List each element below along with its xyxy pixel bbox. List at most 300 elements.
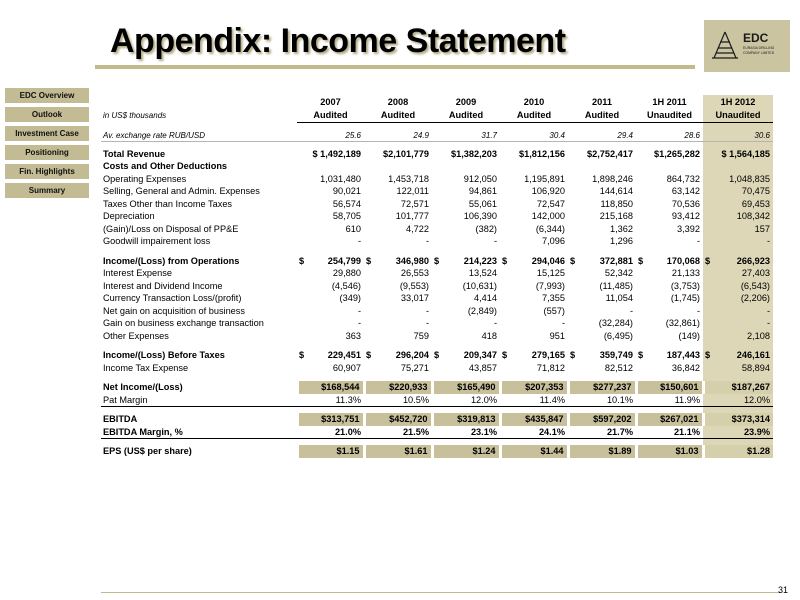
row-label: Taxes Other than Income Taxes [103,198,233,209]
value-cell: 11.4% [500,394,568,407]
value-cell: - [703,235,773,248]
section-label: Costs and Other Deductions [103,161,228,172]
value-cell: (32,861) [665,318,700,329]
nav-summary[interactable]: Summary [5,183,89,198]
spacer-cell [636,406,703,413]
value-cell: $1.28 [703,445,773,458]
value-cell: 157 [703,223,773,236]
value-cell: 759 [413,330,429,341]
value-cell: 11.9% [636,394,703,407]
table-row [101,362,773,375]
table-row [101,223,773,236]
value-cell: (4,546) [331,280,361,291]
value-cell: 21.1% [636,426,703,439]
value-cell [432,255,500,268]
value-cell: 1,898,246 [592,173,633,184]
fx-label: Av. exchange rate RUB/USD [103,130,205,140]
value-cell: 1,031,480 [320,173,361,184]
value-cell: 24.1% [500,426,568,439]
fx-value: 31.7 [481,130,497,140]
value-text: 209,347 [463,350,497,361]
dollar-sign: $ [502,350,508,361]
value-cell: $1.61 [364,445,432,458]
table-row [101,185,773,198]
value-cell: 23.9% [703,426,773,439]
value-text: 346,980 [395,255,429,266]
value-text: 187,443 [666,350,700,361]
dollar-sign: $ [299,255,305,266]
value-text: 246,161 [736,350,770,361]
value-cell: 21,133 [671,268,700,279]
value-cell: $313,751 [297,413,364,426]
spacer-cell [364,438,432,445]
value-cell: - [629,305,633,316]
value-cell: 363 [345,330,361,341]
value-cell: 12.0% [432,394,500,407]
units-label: in US$ thousands [103,111,167,120]
spacer-cell [636,374,703,381]
value-cell: 75,271 [400,362,429,373]
income-statement-table [101,95,773,458]
value-cell: $1.15 [297,445,364,458]
nav-outlook[interactable]: Outlook [5,107,89,122]
value-cell: 4,722 [406,223,429,234]
row-label: Selling, General and Admin. Expenses [103,186,260,197]
value-cell: (7,993) [535,280,565,291]
value-cell: (2,206) [703,292,773,305]
spacer-cell [364,160,432,173]
value-cell: $ 1,564,185 [703,148,773,161]
value-text: 279,165 [531,350,565,361]
spacer-cell [500,406,568,413]
value-cell: 7,096 [542,236,565,247]
dollar-sign: $ [366,350,372,361]
spacer-cell [703,248,773,255]
fx-value: 29.4 [617,130,633,140]
fx-value: 30.6 [703,129,773,142]
value-cell: 23.1% [432,426,500,439]
value-cell: $207,353 [500,381,568,394]
spacer-cell [703,438,773,445]
dollar-sign: $ [705,255,711,266]
value-cell: 1,453,718 [388,173,429,184]
value-cell: (2,849) [467,305,497,316]
fx-value: 28.6 [684,130,700,140]
value-text: 214,223 [463,255,497,266]
row-label: EBITDA [103,414,138,425]
spacer-cell [500,342,568,349]
value-cell: 33,017 [400,293,429,304]
value-text: 229,451 [327,350,361,361]
spacer-cell [297,342,364,349]
value-cell: 72,547 [536,198,565,209]
value-cell: (349) [339,293,361,304]
spacer-cell [101,342,297,349]
spacer-cell [568,374,636,381]
value-cell: - [561,318,565,329]
value-cell: $1.03 [636,445,703,458]
spacer-cell [636,160,703,173]
year-header: 2011 [592,97,612,107]
value-cell [297,255,364,268]
value-cell: 7,355 [542,293,565,304]
spacer-cell [101,438,297,445]
value-cell: $187,267 [703,381,773,394]
value-cell: 11.3% [297,394,364,407]
value-cell: 144,614 [599,186,633,197]
value-cell [297,349,364,362]
value-cell: 122,011 [396,186,429,197]
spacer-cell [364,406,432,413]
value-cell: (382) [475,223,497,234]
spacer-cell [636,248,703,255]
nav-fin-highlights[interactable]: Fin. Highlights [5,164,89,179]
row-label: Interest Expense [103,268,172,279]
value-cell: - [493,236,497,247]
spacer-cell [432,406,500,413]
spacer-cell [568,438,636,445]
fx-value: 30.4 [549,130,565,140]
year-header: 2008 [387,97,409,107]
derrick-icon [710,30,740,60]
value-cell: 912,050 [463,173,497,184]
value-cell: 10.1% [568,394,636,407]
table-row [101,413,773,426]
row-label: Interest and Dividend Income [103,280,223,291]
section-nav [5,88,89,202]
value-cell: 142,000 [531,211,565,222]
value-cell: 29,880 [332,268,361,279]
spacer-cell [703,160,773,173]
value-cell: 108,342 [703,210,773,223]
value-cell: 951 [549,330,565,341]
table-row [101,317,773,330]
value-cell: 36,842 [671,362,700,373]
value-cell [568,349,636,362]
fx-value: 25.6 [345,130,361,140]
value-cell: $267,021 [636,413,703,426]
row-label: Other Expenses [103,330,169,341]
value-text: 296,204 [395,350,429,361]
value-cell: - [703,305,773,318]
value-cell: 60,907 [332,362,361,373]
spacer-cell [364,248,432,255]
dollar-sign: $ [570,255,576,266]
value-cell: 82,512 [604,362,633,373]
row-label: EBITDA Margin, % [101,426,297,439]
spacer-cell [568,406,636,413]
spacer-cell [636,438,703,445]
row-label: EPS (US$ per share) [103,446,192,457]
value-text: 266,923 [736,255,770,266]
spacer-cell [568,160,636,173]
value-cell: (11,485) [599,280,633,291]
spacer-cell [101,374,297,381]
dollar-sign: $ [638,255,644,266]
table-row [101,394,773,407]
dollar-sign: $ [705,350,711,361]
value-cell: - [357,236,361,247]
year-header: 1H 2012 [703,95,773,109]
header-blank [101,95,297,109]
page-number: 31 [778,585,789,595]
spacer-cell [297,248,364,255]
row-label: Income Tax Expense [103,362,189,373]
value-cell: - [425,236,429,247]
table-row [101,235,773,248]
spacer-cell [568,122,636,129]
spacer-cell [101,122,297,129]
title-underline [95,65,695,69]
value-cell: 70,475 [703,185,773,198]
value-cell: $1.89 [568,445,636,458]
value-cell: - [493,318,497,329]
value-cell: 93,412 [671,211,700,222]
spacer-cell [703,342,773,349]
spacer-cell [500,122,568,129]
page-title: Appendix: Income Statement [110,22,566,60]
table-row [101,173,773,186]
value-text: 359,749 [599,350,633,361]
value-cell: 11,054 [605,293,633,304]
nav-edc-overview[interactable]: EDC Overview [5,88,89,103]
spacer-cell [101,406,297,413]
value-cell: $1,812,156 [519,148,565,159]
value-cell: 55,061 [468,198,497,209]
audit-status: Audited [432,109,500,122]
dollar-sign: $ [366,255,372,266]
spacer-cell [432,160,500,173]
company-logo [704,20,790,72]
value-cell: 90,021 [332,186,361,197]
value-cell: (149) [678,330,700,341]
spacer-cell [568,342,636,349]
value-cell: 2,108 [703,330,773,343]
value-cell: (6,495) [603,330,633,341]
row-label: Net gain on acquisition of business [103,305,245,316]
spacer-cell [364,122,432,129]
value-cell: - [425,305,429,316]
value-cell: $165,490 [432,381,500,394]
value-cell [636,349,703,362]
value-cell: 56,574 [332,198,361,209]
value-cell: 1,048,835 [703,173,773,186]
value-cell: (1,745) [670,293,700,304]
value-text: 294,046 [531,255,565,266]
table-row [101,210,773,223]
spacer-cell [703,406,773,413]
dollar-sign: $ [299,350,305,361]
value-cell: 418 [481,330,497,341]
value-text: 372,881 [599,255,633,266]
value-cell: 21.7% [568,426,636,439]
value-text: 254,799 [327,255,361,266]
value-text: 170,068 [666,255,700,266]
value-cell: 106,920 [531,186,565,197]
value-cell: 1,195,891 [524,173,565,184]
spacer-cell [297,438,364,445]
value-cell: 52,342 [604,268,633,279]
value-cell: 72,571 [400,198,429,209]
value-cell: 94,861 [468,186,497,197]
value-cell: 215,168 [599,211,633,222]
audit-status: Audited [297,109,364,122]
value-cell [364,349,432,362]
table-row [101,445,773,458]
audit-status: Audited [500,109,568,122]
value-cell: $1.44 [500,445,568,458]
spacer-cell [297,160,364,173]
row-label: Operating Expenses [103,173,187,184]
row-label: Depreciation [103,211,155,222]
spacer-cell [432,374,500,381]
table-row [101,349,773,362]
spacer-cell [500,374,568,381]
spacer-cell [432,342,500,349]
fx-value: 24.9 [413,130,429,140]
value-cell: $277,237 [568,381,636,394]
row-label: Income/(Loss) from Operations [103,255,240,266]
table-row [101,280,773,293]
value-cell: 1,362 [610,223,633,234]
spacer-cell [703,122,773,129]
row-label: Income/(Loss) Before Taxes [103,350,225,361]
value-cell: $452,720 [364,413,432,426]
spacer-cell [703,374,773,381]
value-cell: 610 [345,223,361,234]
value-cell: (10,631) [462,280,497,291]
value-cell: 101,777 [395,211,429,222]
value-cell: 69,453 [703,198,773,211]
value-cell: $597,202 [568,413,636,426]
spacer-cell [297,122,364,129]
spacer-cell [364,342,432,349]
value-cell: - [703,317,773,330]
value-cell: 3,392 [677,223,700,234]
table-row [101,292,773,305]
table-row [101,255,773,268]
footer-rule [101,592,781,593]
value-cell: 70,536 [671,198,700,209]
audit-status: Unaudited [636,109,703,122]
logo-brand: EDC [743,31,769,45]
value-cell: $150,601 [636,381,703,394]
value-cell: 106,390 [463,211,497,222]
value-cell: 21.0% [297,426,364,439]
row-label: Goodwill impairement loss [103,236,211,247]
table-row [101,330,773,343]
value-cell [432,349,500,362]
value-cell [703,349,773,362]
value-cell: 71,812 [536,362,565,373]
year-header: 2007 [320,97,341,107]
spacer-cell [101,248,297,255]
value-cell: 15,125 [536,268,565,279]
value-cell: (9,553) [399,280,429,291]
value-cell: 63,142 [671,186,700,197]
value-cell: - [357,318,361,329]
value-cell: $1,382,203 [451,148,497,159]
year-header: 1H 2011 [652,97,687,107]
table-row [101,148,773,161]
spacer-cell [636,122,703,129]
value-cell: 12.0% [703,394,773,407]
spacer-cell [297,374,364,381]
value-cell: $168,544 [297,381,364,394]
value-cell: 58,894 [703,362,773,375]
value-cell: 43,857 [468,362,497,373]
value-cell: $220,933 [364,381,432,394]
spacer-cell [432,122,500,129]
value-cell: - [696,305,700,316]
year-header: 2009 [455,97,477,107]
value-cell: $1.24 [432,445,500,458]
table-row [101,381,773,394]
nav-investment-case[interactable]: Investment Case [5,126,89,141]
value-cell: - [696,236,700,247]
value-cell: $1,265,282 [654,148,700,159]
spacer-cell [297,406,364,413]
spacer-cell [364,374,432,381]
value-cell: 864,732 [666,173,700,184]
value-cell [568,255,636,268]
dollar-sign: $ [570,350,576,361]
value-cell: 58,705 [332,211,361,222]
value-cell: - [357,305,361,316]
value-cell: $2,752,417 [587,148,633,159]
dollar-sign: $ [434,350,440,361]
value-cell [703,255,773,268]
value-cell [364,255,432,268]
dollar-sign: $ [434,255,440,266]
spacer-cell [500,248,568,255]
value-cell: $319,813 [432,413,500,426]
value-cell: (557) [543,305,565,316]
dollar-sign: $ [502,255,508,266]
row-label: (Gain)/Loss on Disposal of PP&E [103,223,239,234]
value-cell: 27,403 [703,267,773,280]
value-cell: $435,847 [500,413,568,426]
value-cell: $373,314 [703,413,773,426]
value-cell: 13,524 [468,268,497,279]
spacer-cell [636,342,703,349]
row-label: Net Income/(Loss) [103,382,183,393]
row-label: Gain on business exchange transaction [103,318,264,329]
row-label: Total Revenue [103,148,166,159]
value-cell: 4,414 [474,293,497,304]
table-row [101,267,773,280]
value-cell: 118,850 [600,198,633,209]
value-cell: $2,101,779 [383,148,429,159]
year-header: 2010 [523,97,545,107]
table-row [101,305,773,318]
audit-status: Audited [364,109,432,122]
value-cell [500,349,568,362]
value-cell: - [425,318,429,329]
nav-positioning[interactable]: Positioning [5,145,89,160]
audit-status: Unaudited [703,109,773,122]
value-cell: (32,284) [598,318,633,329]
spacer-cell [568,248,636,255]
value-cell [636,255,703,268]
value-cell: (3,753) [670,280,700,291]
row-label: Pat Margin [101,394,297,407]
value-cell: 26,553 [400,268,429,279]
value-cell [500,255,568,268]
dollar-sign: $ [638,350,644,361]
value-cell: 10.5% [364,394,432,407]
value-cell: $ 1,492,189 [312,148,361,159]
